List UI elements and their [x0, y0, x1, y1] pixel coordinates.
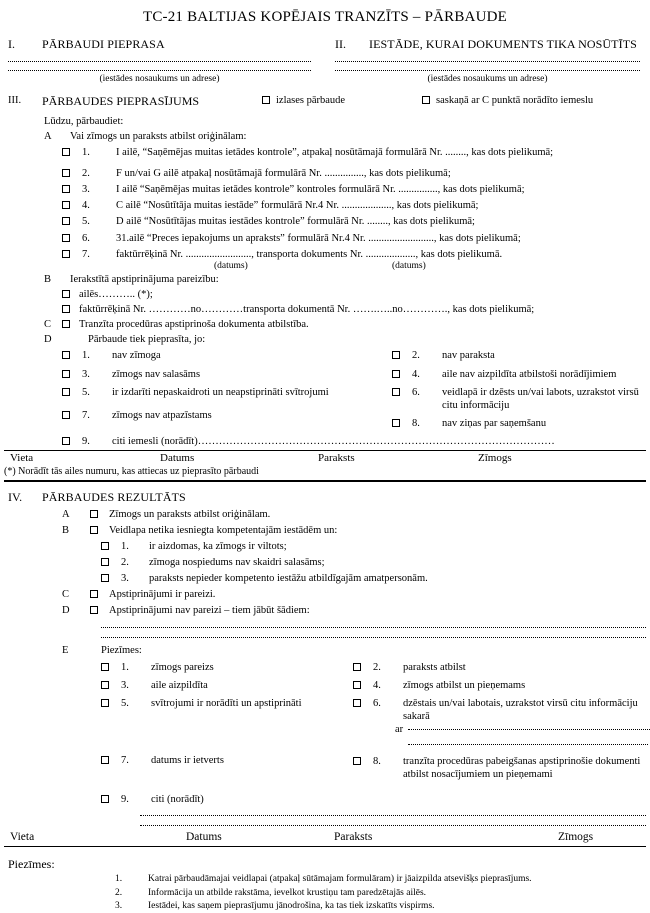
signature-vieta-label: Vieta	[10, 452, 34, 465]
group-d-item-4[interactable]	[392, 368, 642, 381]
item-text: I ailē, “Saņēmējas muitas ietādes kontrole”, atpakaļ nosūtāmajā formulārā Nr. ........, kas dots pielikumā;	[116, 146, 554, 158]
item-number: 1.	[121, 540, 129, 552]
row-b-letter: B	[62, 524, 70, 536]
row-d-fill-line-1[interactable]	[101, 627, 646, 628]
group-a-item-6[interactable]	[62, 232, 642, 245]
item-number: 2.	[373, 661, 381, 673]
item-text: aile aizpildīta	[151, 679, 208, 691]
note-text: Katrai pārbaudāmajai veidlapai (atpakaļ sūtāmajam formulāram) ir jāaizpilda atsevišķs pieprasījums.	[148, 873, 532, 884]
row-c-letter: C	[62, 589, 70, 601]
section-i-number: I.	[8, 36, 15, 51]
datums-caption-2: (datums)	[392, 260, 426, 271]
item-number: 3.	[82, 368, 90, 380]
item-text: tranzīta procedūras pabeigšanas apstiprinošie dokumenti atbilst nosacījumiem un pieņemami	[403, 756, 641, 781]
row-e-item-6-ar-line-2[interactable]	[408, 744, 648, 745]
section-iii-signature-bar	[4, 450, 646, 466]
checkbox-icon[interactable]	[101, 681, 109, 689]
checkbox-icon[interactable]	[62, 305, 70, 313]
row-e-item-1[interactable]	[101, 661, 353, 674]
checkbox-icon[interactable]	[62, 370, 70, 378]
note-number: 3.	[115, 901, 123, 912]
item-number: 4.	[373, 679, 381, 691]
section-ii-line2[interactable]	[335, 70, 640, 71]
item-text: veidlapā ir dzēsts un/vai labots, uzrakstot virsū citu informāciju	[442, 386, 639, 411]
checkbox-icon[interactable]	[101, 663, 109, 671]
item-text: faktūrrēķinā Nr. ........................., transporta dokuments Nr. ..................., kas dots pielikumā.	[116, 248, 503, 260]
item-text: citi iemesli (norādīt)…………………………………………………………………………………………	[112, 436, 555, 447]
checkbox-icon[interactable]	[392, 419, 400, 427]
section-iv-row-b-item-3[interactable]	[101, 572, 650, 585]
note-number: 1.	[115, 873, 123, 884]
item-text: faktūrrēķinā Nr. …………no…………transporta dokumentā Nr. …….…..no…………., kas dots pielikumā;	[79, 304, 535, 315]
group-d-item-8[interactable]	[392, 417, 642, 430]
item-number: 8.	[412, 417, 420, 429]
item-number: 5.	[82, 386, 90, 398]
row-e-item-9-fill-line-1[interactable]	[140, 815, 646, 816]
item-number: 4.	[82, 200, 90, 212]
section-iv-row-e	[62, 644, 650, 657]
row-e-item-6-ar-line[interactable]	[395, 723, 650, 736]
group-d-right-column	[392, 349, 642, 435]
group-a-item-2[interactable]	[62, 167, 642, 180]
note-text: Iestādei, kas saņem pieprasījumu jānodrošina, ka tas tiek izskatīts vispirms.	[148, 901, 435, 912]
item-number: 9.	[121, 793, 129, 805]
checkbox-icon[interactable]	[62, 388, 70, 396]
signature-datums-label: Datums	[186, 830, 222, 843]
group-b-item-2[interactable]	[62, 303, 642, 316]
option-random-label: izlases pārbaude	[276, 94, 346, 106]
ar-label: ar	[395, 724, 404, 736]
item-text: dzēstais un/vai labotais, uzrakstot virsū citu informāciju sakarā	[403, 697, 638, 722]
item-text: ailēs……….. (*);	[79, 288, 153, 300]
group-a-title: Vai zīmogs un paraksts atbilst oriģinālam:	[70, 130, 247, 142]
checkbox-icon[interactable]	[62, 437, 70, 445]
section-iv-signature-bar	[4, 830, 646, 847]
section-ii	[325, 37, 642, 86]
row-c-text: Apstiprinājumi ir pareizi.	[109, 589, 216, 601]
group-a-item-5[interactable]	[62, 215, 642, 228]
group-b-title: Ierakstītā apstiprinājuma pareizību:	[70, 273, 219, 285]
item-number: 3.	[121, 679, 129, 691]
signature-paraksts-label: Paraksts	[334, 830, 373, 843]
item-number: 7.	[82, 248, 90, 260]
checkbox-icon[interactable]	[62, 411, 70, 419]
group-a-header	[44, 130, 642, 143]
checkbox-icon[interactable]	[62, 351, 70, 359]
section-iii-number: III.	[8, 94, 22, 106]
item-text: zīmogs pareizs	[151, 661, 214, 673]
checkbox-icon[interactable]	[62, 201, 70, 209]
item-text: nav paraksta	[442, 350, 495, 362]
item-number: 3.	[82, 184, 90, 196]
checkbox-icon[interactable]	[62, 234, 70, 242]
group-b-header	[44, 273, 642, 286]
checkbox-icon[interactable]	[422, 96, 430, 104]
checkbox-icon[interactable]	[353, 663, 361, 671]
checkbox-icon[interactable]	[392, 351, 400, 359]
section-ii-line1[interactable]	[335, 61, 640, 62]
item-number: 6.	[412, 386, 420, 398]
note-number: 2.	[115, 887, 123, 898]
group-d-item-6[interactable]	[392, 386, 642, 412]
section-ii-number: II.	[335, 36, 346, 51]
item-text: nav ziņas par saņemšanu	[442, 417, 547, 429]
group-d-letter: D	[44, 334, 52, 346]
item-number: 5.	[82, 216, 90, 228]
checkbox-icon[interactable]	[101, 574, 109, 582]
row-d-letter: D	[62, 605, 70, 617]
section-iii-body	[0, 115, 650, 449]
item-number: 1.	[82, 146, 90, 158]
section-iv-row-b-item-1[interactable]	[101, 540, 650, 553]
group-d-item-7[interactable]	[62, 409, 392, 422]
row-e-item-6[interactable]	[353, 697, 650, 723]
section-iv-header	[0, 482, 650, 505]
row-e-item-5[interactable]	[101, 697, 353, 710]
item-text: I ailē “Saņēmējas muitas ietādes kontrole” kontroles formulārā Nr. ..............., kas dots pielikumā;	[116, 184, 525, 196]
checkbox-icon[interactable]	[62, 250, 70, 258]
item-number: 5.	[121, 697, 129, 709]
ar-fill-line[interactable]	[408, 729, 650, 730]
item-text: ir izdarīti nepaskaidroti un neapstiprināti svītrojumi	[112, 386, 329, 398]
item-text: zīmogs nav salasāms	[112, 368, 201, 380]
page-title: TC-21 BALTIJAS KOPĒJAIS TRANZĪTS – PĀRBAUDE	[142, 9, 508, 25]
checkbox-icon[interactable]	[262, 96, 270, 104]
option-random-check[interactable]	[262, 94, 422, 107]
signature-zimogs-label: Zīmogs	[478, 452, 512, 465]
signature-datums-label: Datums	[160, 452, 195, 465]
row-e-item-3[interactable]	[101, 679, 353, 692]
item-text: D ailē “Nosūtītājas muitas iestādes kontrole” formulārā Nr. ........, kas dots pielikumā;	[116, 216, 475, 228]
checkbox-icon[interactable]	[62, 185, 70, 193]
group-d-item-2[interactable]	[392, 349, 642, 362]
item-number: 1.	[82, 350, 90, 362]
row-e-item-9-fill-line-2[interactable]	[140, 825, 646, 826]
row-e-title: Piezīmes:	[101, 644, 142, 656]
section-iv-number: IV.	[8, 489, 23, 504]
row-e-item-2[interactable]	[353, 661, 650, 674]
row-a-letter: A	[62, 508, 70, 520]
item-text: paraksts atbilst	[403, 661, 466, 673]
checkbox-icon[interactable]	[392, 370, 400, 378]
checkbox-icon[interactable]	[90, 606, 98, 614]
option-reason-label: saskaņā ar C punktā norādīto iemeslu	[436, 94, 594, 106]
group-c-letter: C	[44, 319, 52, 331]
checkbox-icon[interactable]	[62, 320, 70, 328]
row-d-fill-line-2[interactable]	[101, 637, 646, 638]
section-iv-grid	[101, 661, 650, 787]
checkbox-icon[interactable]	[101, 795, 109, 803]
note-item	[115, 888, 650, 900]
checkbox-icon[interactable]	[101, 558, 109, 566]
item-text: paraksts nepieder kompetento iestāžu atbildīgajām amatpersonām.	[149, 573, 428, 585]
section-i	[8, 37, 325, 86]
item-text: ir aizdomas, ka zīmogs ir viltots;	[149, 540, 287, 552]
group-d-item-9[interactable]	[62, 435, 642, 448]
group-d-item-3[interactable]	[62, 368, 392, 381]
group-a-datums-captions	[62, 261, 642, 273]
item-number: 9.	[82, 436, 90, 447]
checkbox-icon[interactable]	[392, 388, 400, 396]
item-number: 2.	[412, 350, 420, 362]
row-d-text: Apstiprinājumi nav pareizi – tiem jābūt šādiem:	[109, 605, 310, 617]
group-d-title: Pārbaude tiek pieprasīta, jo:	[88, 334, 206, 346]
item-number: 2.	[82, 168, 90, 179]
item-text: nav zīmoga	[112, 350, 161, 362]
item-text: zīmogs atbilst un pieņemams	[403, 679, 526, 691]
item-number: 8.	[373, 756, 381, 768]
checkbox-icon[interactable]	[353, 757, 361, 765]
checkbox-icon[interactable]	[62, 148, 70, 156]
group-b-item-1[interactable]	[62, 288, 642, 301]
section-i-title: PĀRBAUDI PIEPRASA	[42, 36, 165, 51]
section-i-line1[interactable]	[8, 61, 311, 62]
datums-caption-1: (datums)	[214, 260, 248, 271]
item-text: 31.ailē “Preces iepakojums un apraksts” formulārā Nr.4 Nr. ........................., kas dots pielikumā;	[116, 232, 521, 244]
item-text: aile nav aizpildīta atbilstoši norādījimiem	[442, 368, 617, 380]
group-a-item-1[interactable]	[62, 146, 642, 159]
section-iv-row-b-item-2[interactable]	[101, 556, 650, 569]
notes-title: Piezīmes:	[8, 856, 55, 871]
group-a-item-3[interactable]	[62, 183, 642, 196]
row-e-letter: E	[62, 644, 69, 656]
checkbox-icon[interactable]	[62, 290, 70, 298]
row-e-right-column	[353, 661, 650, 787]
signature-vieta-label: Vieta	[10, 830, 35, 843]
checkbox-icon[interactable]	[101, 756, 109, 764]
section-ii-caption: (iestādes nosaukums un adrese)	[427, 73, 548, 84]
section-iv-row-a[interactable]	[62, 508, 650, 521]
item-text: zīmogs nav atpazīstams	[112, 409, 212, 421]
group-d-item-5[interactable]	[62, 386, 392, 399]
row-e-item-8[interactable]	[353, 755, 650, 781]
group-a-item-7[interactable]	[62, 248, 642, 261]
item-number: 4.	[412, 368, 420, 380]
section-iv-row-b[interactable]	[62, 524, 650, 537]
item-text: zīmoga nospiedums nav skaidri salasāms;	[149, 557, 325, 568]
item-number: 2.	[121, 557, 129, 568]
group-c-text: Tranzīta procedūras apstiprinoša dokumenta atbilstība.	[79, 319, 309, 331]
note-item	[115, 874, 650, 886]
row-e-left-column	[101, 661, 353, 787]
section-ii-title: IESTĀDE, KURAI DOKUMENTS TIKA NOSŪTĪTS	[369, 36, 637, 51]
checkbox-icon[interactable]	[353, 699, 361, 707]
item-number: 3.	[121, 573, 129, 585]
item-number: 7.	[121, 755, 129, 766]
group-d-left-column	[62, 349, 392, 435]
group-a-letter: A	[44, 130, 52, 142]
group-b-letter: B	[44, 273, 52, 285]
row-e-item-7[interactable]	[101, 754, 353, 767]
checkbox-icon[interactable]	[90, 510, 98, 518]
item-text: F un/vai G ailē atpakaļ nosūtāmajā formulārā Nr. ..............., kas dots pielikumā;	[116, 168, 451, 179]
checkbox-icon[interactable]	[101, 542, 109, 550]
section-iv-row-c[interactable]	[62, 588, 650, 601]
item-text: C ailē “Nosūtītāja muitas iestāde” formulārā Nr.4 Nr. ..................., kas dots pielikumā;	[116, 200, 479, 212]
item-number: 6.	[373, 697, 381, 709]
signature-zimogs-label: Zīmogs	[558, 830, 594, 843]
group-c-row[interactable]	[44, 318, 642, 331]
signature-paraksts-label: Paraksts	[318, 452, 355, 465]
option-reason-check[interactable]	[422, 94, 593, 107]
section-iii-title: PĀRBAUDES PIEPRASĪJUMS	[42, 93, 200, 108]
group-d-item-1[interactable]	[62, 349, 392, 362]
item-text: svītrojumi ir norādīti un apstiprināti	[151, 697, 302, 709]
checkbox-icon[interactable]	[90, 526, 98, 534]
section-iii-footnote: (*) Norādīt tās ailes numuru, kas attiecas uz pieprasīto pārbaudi	[4, 466, 646, 482]
section-iv-title: PĀRBAUDES REZULTĀTS	[42, 489, 186, 504]
checkbox-icon[interactable]	[62, 169, 70, 177]
row-b-text: Veidlapa netika iesniegta kompetentajām iestādēm un:	[109, 524, 338, 536]
item-number: 1.	[121, 661, 129, 673]
item-text: datums ir ietverts	[151, 755, 224, 766]
group-d-header	[44, 333, 642, 346]
item-number: 7.	[82, 409, 90, 421]
section-iv-row-d[interactable]	[62, 604, 650, 617]
row-e-item-9[interactable]	[101, 793, 650, 806]
row-a-text: Zīmogs un paraksts atbilst oriģinālam.	[109, 508, 271, 520]
header-sections	[0, 37, 650, 86]
checkbox-icon[interactable]	[101, 699, 109, 707]
checkbox-icon[interactable]	[90, 590, 98, 598]
section-i-line2[interactable]	[8, 70, 311, 71]
note-text: Informācija un atbilde rakstāma, ievelkot krustiņu tam paredzētajās ailēs.	[148, 887, 427, 898]
group-a-item-4[interactable]	[62, 199, 642, 212]
row-e-item-4[interactable]	[353, 679, 650, 692]
group-d-grid	[62, 349, 642, 435]
note-item	[115, 901, 650, 913]
section-iii-header	[0, 86, 650, 109]
section-i-caption: (iestādes nosaukums un adrese)	[99, 73, 220, 84]
item-text: citi (norādīt)	[151, 793, 204, 805]
checkbox-icon[interactable]	[62, 217, 70, 225]
item-number: 6.	[82, 232, 90, 244]
section-iii-intro: Lūdzu, pārbaudiet:	[44, 115, 124, 127]
checkbox-icon[interactable]	[353, 681, 361, 689]
